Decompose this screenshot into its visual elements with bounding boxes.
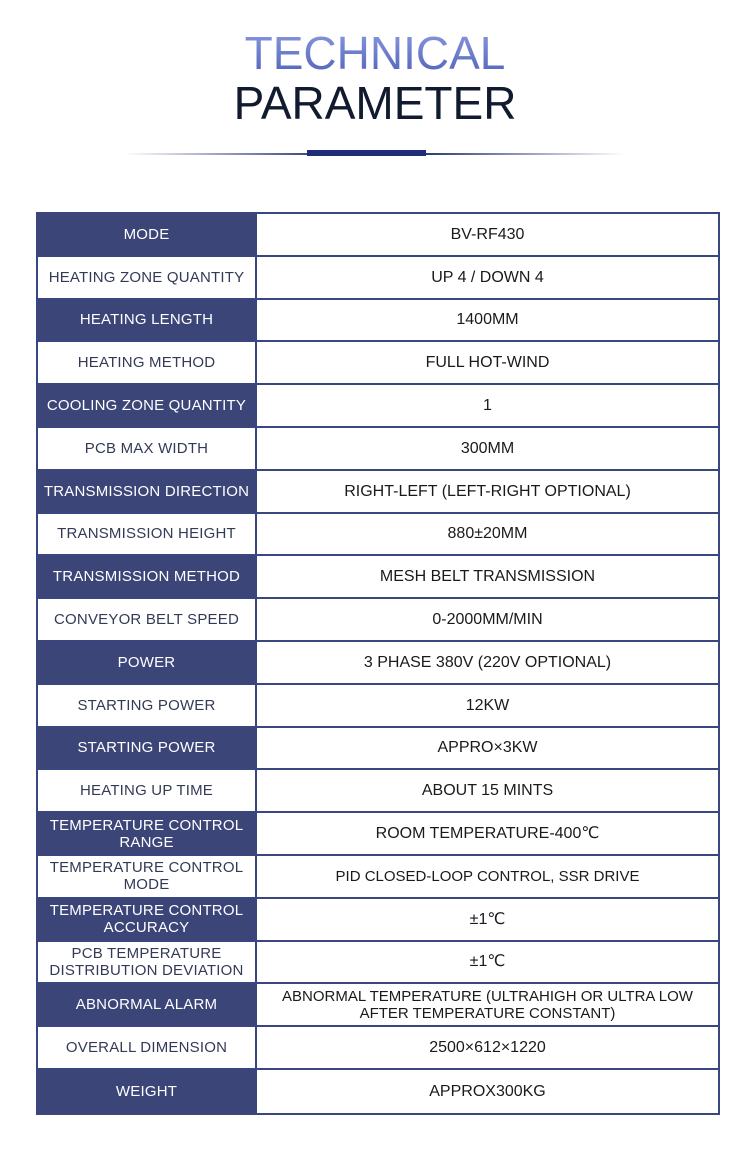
row-value: APPROX300KG: [429, 1082, 546, 1100]
row-label: PCB MAX WIDTH: [38, 428, 257, 469]
row-value: RIGHT-LEFT (LEFT-RIGHT OPTIONAL): [344, 482, 631, 500]
row-label: CONVEYOR BELT SPEED: [38, 599, 257, 640]
table-row: [38, 342, 718, 385]
row-value: 880±20MM: [447, 525, 528, 543]
table-row: [38, 257, 718, 300]
table-row: [38, 899, 718, 942]
row-label: STARTING POWER: [38, 685, 257, 726]
row-value: MESH BELT TRANSMISSION: [379, 568, 596, 586]
row-value: FULL HOT-WIND: [425, 354, 550, 372]
table-row: [38, 813, 718, 856]
table-row: [38, 428, 718, 471]
row-value: 2500×612×1220: [429, 1039, 546, 1057]
row-label: TEMPERATURE CONTROL MODE: [38, 856, 257, 897]
row-value: ROOM TEMPERATURE-400℃: [375, 825, 600, 843]
row-value: APPRO×3KW: [437, 739, 538, 757]
row-value: 300MM: [460, 439, 515, 457]
table-row: [38, 728, 718, 771]
table-row: [38, 642, 718, 685]
row-label: TRANSMISSION DIRECTION: [38, 471, 257, 512]
title-divider-accent: [307, 150, 426, 156]
row-value: ±1℃: [469, 953, 506, 971]
page-header: [0, 28, 750, 128]
table-row: [38, 770, 718, 813]
row-value: UP 4 / DOWN 4: [431, 268, 544, 286]
table-row: [38, 599, 718, 642]
row-value: ABOUT 15 MINTS: [421, 782, 554, 800]
table-row: [38, 1027, 718, 1070]
row-value: PID CLOSED-LOOP CONTROL, SSR DRIVE: [335, 867, 640, 885]
title-parameter: PARAMETER: [233, 77, 517, 129]
table-row: [38, 471, 718, 514]
row-value: 12KW: [465, 696, 510, 714]
table-row: [38, 214, 718, 257]
row-value: BV-RF430: [450, 225, 525, 243]
row-label: WEIGHT: [38, 1070, 257, 1113]
row-label: TRANSMISSION METHOD: [38, 556, 257, 597]
row-value: 0-2000MM/MIN: [432, 611, 543, 629]
row-label: POWER: [38, 642, 257, 683]
row-label: HEATING ZONE QUANTITY: [38, 257, 257, 298]
row-value: 3 PHASE 380V (220V OPTIONAL): [363, 653, 612, 671]
table-row: [38, 300, 718, 343]
row-label: HEATING UP TIME: [38, 770, 257, 811]
row-label: PCB TEMPERATURE DISTRIBUTION DEVIATION: [38, 942, 257, 983]
row-label: STARTING POWER: [38, 728, 257, 769]
table-row: [38, 1070, 718, 1113]
row-value: 1400MM: [456, 311, 519, 329]
table-row: [38, 385, 718, 428]
row-label: COOLING ZONE QUANTITY: [38, 385, 257, 426]
row-label: ABNORMAL ALARM: [38, 984, 257, 1025]
table-row: [38, 514, 718, 557]
row-value: 1: [483, 397, 492, 415]
table-row: [38, 942, 718, 985]
row-label: HEATING LENGTH: [38, 300, 257, 341]
row-label: OVERALL DIMENSION: [38, 1027, 257, 1068]
row-label: TEMPERATURE CONTROL RANGE: [38, 813, 257, 854]
table-row: [38, 984, 718, 1027]
row-label: TEMPERATURE CONTROL ACCURACY: [38, 899, 257, 940]
row-value: ABNORMAL TEMPERATURE (ULTRAHIGH OR ULTRA LOW AFTER TEMPERATURE CONSTANT): [282, 987, 693, 1022]
row-value: ±1℃: [469, 910, 506, 928]
table-row: [38, 856, 718, 899]
table-row: [38, 556, 718, 599]
parameter-table: [36, 212, 720, 1115]
table-row: [38, 685, 718, 728]
row-label: HEATING METHOD: [38, 342, 257, 383]
title-technical: TECHNICAL: [0, 28, 750, 78]
row-label: TRANSMISSION HEIGHT: [38, 514, 257, 555]
row-label: MODE: [38, 214, 257, 255]
